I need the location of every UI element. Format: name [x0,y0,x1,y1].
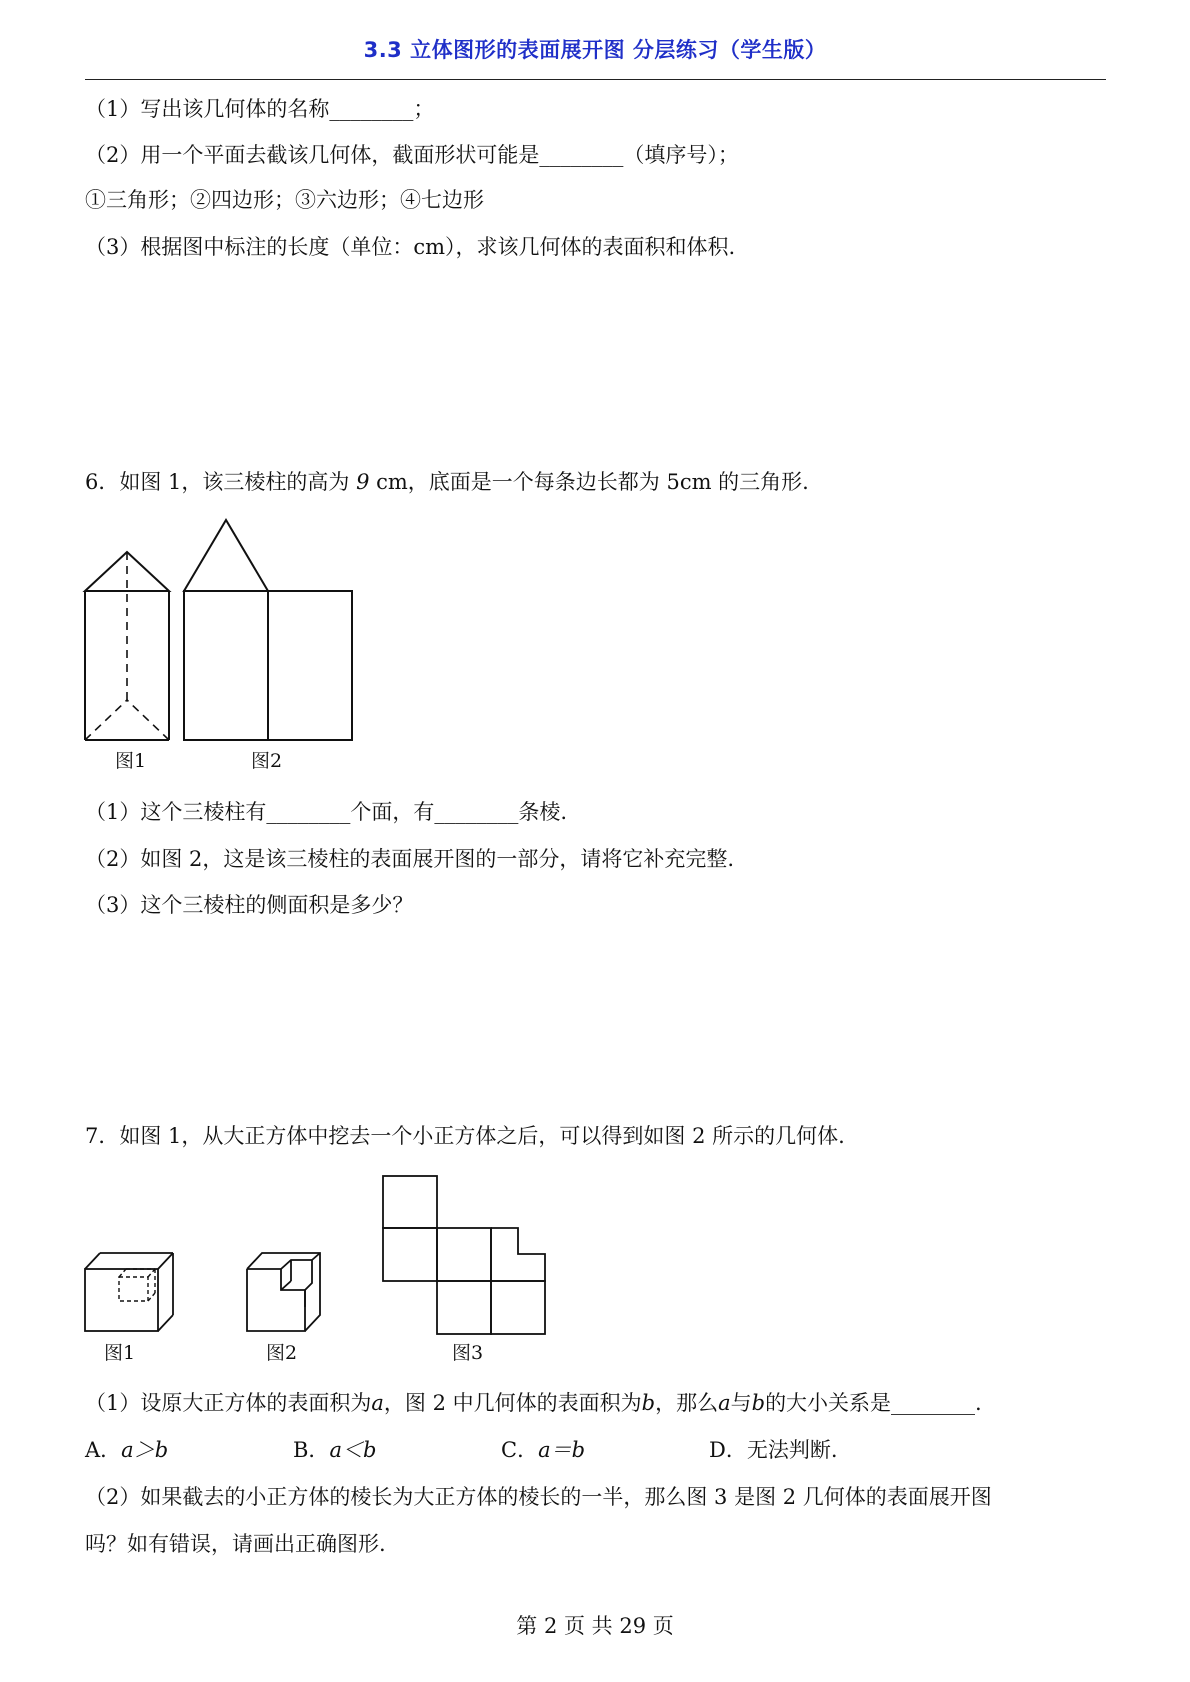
q7-option-d: D．无法判断. [709,1438,838,1462]
q5-part2-options: ①三角形；②四边形；③六边形；④七边形 [85,188,484,212]
q6-stem: 6．如图 1，该三棱柱的高为 9 cm，底面是一个每条边长都为 5cm 的三角形. [85,470,809,494]
q7-fig3-caption: 图3 [452,1342,484,1364]
q7-fig3-net [0,0,1,1]
page-title: 3.3 立体图形的表面展开图 分层练习（学生版） [363,38,827,62]
q7-part1: （1）设原大正方体的表面积为a，图 2 中几何体的表面积为b，那么a与b的大小关系是________. [85,1391,982,1415]
q5-part2: （2）用一个平面去截该几何体，截面形状可能是________（填序号）； [85,143,739,167]
q6-fig1-caption: 图1 [115,750,147,772]
q7-option-c: C．a＝b [501,1438,586,1462]
q7-stem: 7．如图 1，从大正方体中挖去一个小正方体之后，可以得到如图 2 所示的几何体. [85,1124,845,1148]
q6-height-value: 9 [356,470,370,494]
q7-var-a: a [371,1391,384,1415]
q5-part1: （1）写出该几何体的名称________； [85,97,435,121]
q7-fig2-caption: 图2 [266,1342,298,1364]
q6-fig2-caption: 图2 [251,750,283,772]
q7-part2-line1: （2）如果截去的小正方体的棱长为大正方体的棱长的一半，那么图 3 是图 2 几何体的表面展开图 [85,1485,992,1509]
q6-part1: （1）这个三棱柱有________个面，有________条棱. [85,800,568,824]
header-divider [85,79,1106,80]
q7-var-b: b [641,1391,656,1415]
page-number: 第 2 页 共 29 页 [516,1614,674,1638]
q7-option-a: A．a＞b [85,1438,169,1462]
q7-fig1-caption: 图1 [104,1342,136,1364]
q6-part3: （3）这个三棱柱的侧面积是多少？ [85,893,414,917]
q6-part2: （2）如图 2，这是该三棱柱的表面展开图的一部分，请将它补充完整. [85,847,735,871]
q7-option-b: B．a＜b [293,1438,377,1462]
q5-part3: （3）根据图中标注的长度（单位：cm），求该几何体的表面积和体积. [85,235,736,259]
q7-part2-line2: 吗？如有错误，请画出正确图形. [85,1532,386,1556]
